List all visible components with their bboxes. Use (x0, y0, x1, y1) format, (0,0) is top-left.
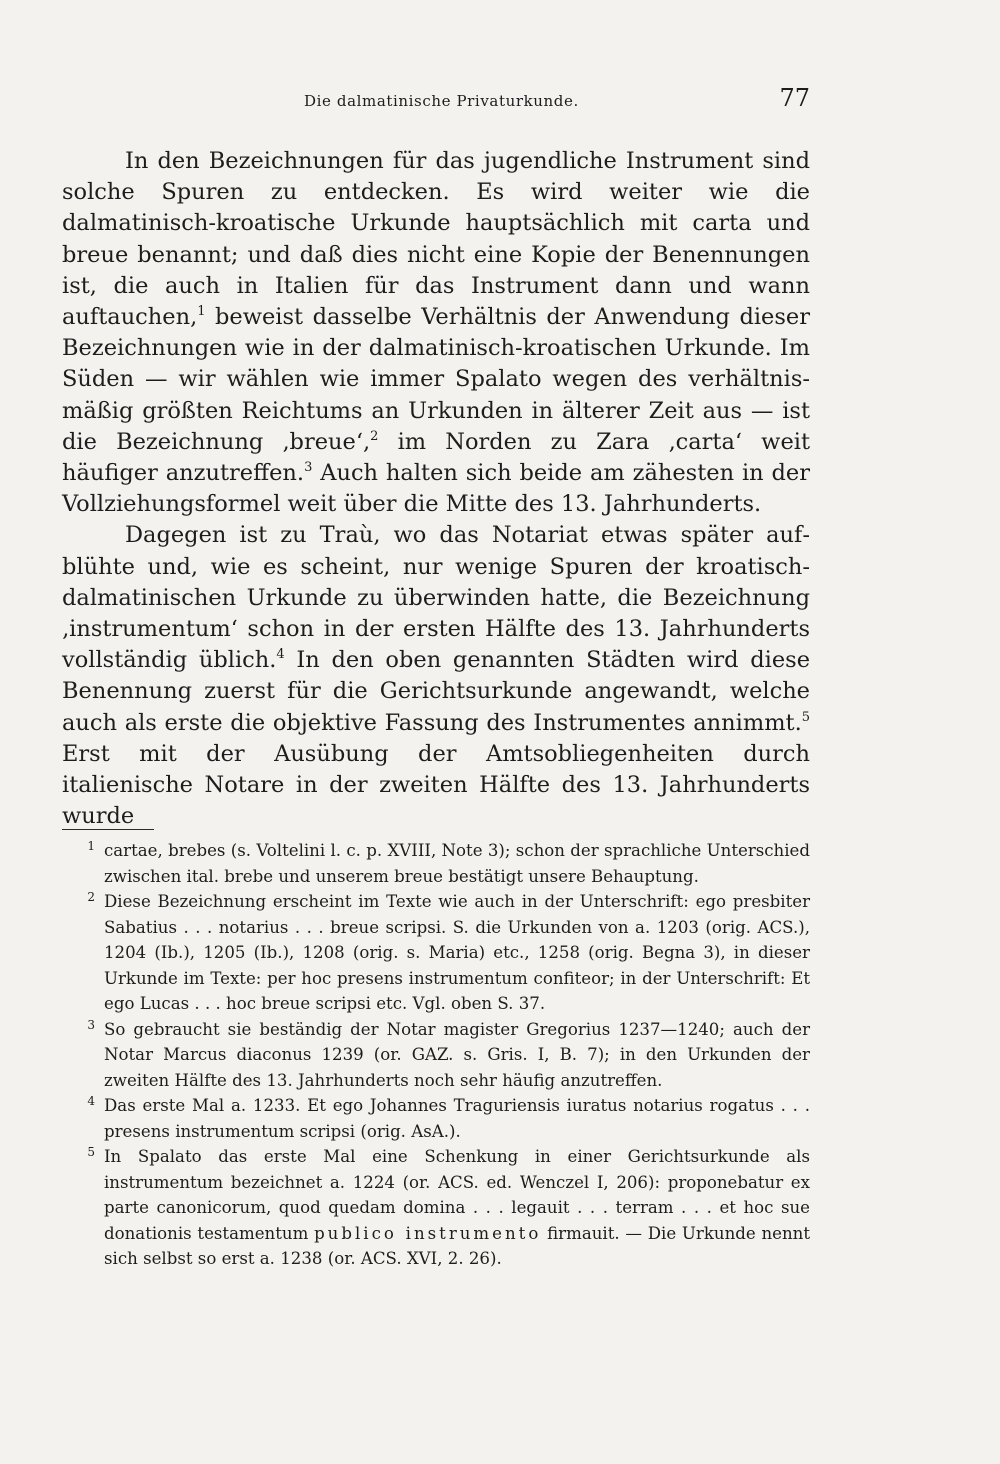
footnote-ref: 1 (197, 304, 206, 320)
page-number: 77 (779, 84, 810, 112)
paragraph (62, 146, 810, 520)
footnote-number: 1 (87, 839, 95, 853)
text-run: In den Bezeichnungen für das jugendliche Instrument sind solche Spuren zu entdecken. Es wird weiter wie die dalmatinisch-kroatische Urkunde hauptsächlich mit carta und breue benannt; und daß dies nicht eine Kopie der Benennungen ist, die auch in Italien für das Instrument dann und wann auftauchen, (62, 148, 810, 331)
footnote-ref: 2 (370, 428, 379, 444)
footnote (62, 1093, 810, 1144)
page-header (62, 84, 810, 120)
spaced-text-run: publico instrumento (314, 1223, 542, 1243)
running-title: Die dalmatinische Privaturkunde. (304, 92, 579, 110)
footnote-number: 3 (87, 1017, 95, 1032)
footnote-number: 5 (87, 1145, 95, 1159)
footnote-number: 4 (87, 1094, 95, 1108)
footnote-number: 2 (87, 890, 95, 904)
footnote (62, 1017, 810, 1094)
footnote-text: cartae, brebes (s. Voltelini l. c. p. XVIII, Note 3); schon der sprachliche Unterschied zwischen ital. brebe und unserem breue bestätigt unsere Behauptung. (104, 841, 810, 886)
footnote-text: Das erste Mal a. 1233. Et ego Johannes Traguriensis iuratus notarius rogatus . . . presens instrumentum scripsi (orig. AsA.). (104, 1096, 810, 1141)
footnote-ref: 5 (801, 709, 810, 725)
main-text (62, 146, 810, 832)
footnote-text (104, 1144, 810, 1272)
footnote-ref: 4 (276, 647, 285, 663)
footnote (62, 838, 810, 889)
footnote (62, 1144, 810, 1272)
paragraph (62, 520, 810, 832)
text-run: im Norden zu Zara ‚carta‘ weit häufiger anzutreffen. (62, 428, 810, 487)
footnote-divider (62, 829, 154, 830)
footnote (62, 889, 810, 1017)
text-run: firmauit. — Die Urkunde nennt sich selbst so erst a. 1238 (or. ACS. XVI, 2. 26). (104, 1223, 810, 1268)
text-run: Auch halten sich beide am zähesten in der Vollziehungsformel weit über die Mitte des 13. Jahrhunderts. (62, 460, 810, 518)
text-run: In den oben genannten Städten wird diese Benennung zuerst für die Gerichtsurkunde angewandt, welche auch als erste die objektive Fassung des Instrumentes annimmt. (62, 647, 811, 736)
text-run: Dagegen ist zu Traù, wo das Notariat etwas später aufblühte und, wie es scheint, nur wenige Spuren der kroatisch-dalmatinischen Urkunde zu überwinden hatte, die Bezeichnung ‚instrumentum‘ schon in der ersten Hälfte des 13. Jahrhunderts vollständig üblich. (62, 522, 810, 674)
footnote-text: So gebraucht sie beständig der Notar magister Gregorius 1237—1240; auch der Notar Marcus diaconus 1239 (or. GAZ. s. Gris. I, B. 7); in den Urkunden der zweiten Hälfte des 13. Jahrhunderts noch sehr häufig anzutreffen. (104, 1019, 810, 1090)
text-run: beweist dasselbe Verhältnis der Anwendung dieser Bezeichnungen wie in der dalmatinisch-kroatischen Urkunde. Im Süden — wir wählen wie immer Spalato wegen des verhältnismäßig größten Reichtums an Urkunden in älterer Zeit aus — ist die Bezeichnung ‚breue‘, (62, 304, 810, 455)
footnotes (62, 838, 810, 1272)
text-run: In Spalato das erste Mal eine Schenkung in einer Gerichtsurkunde als instrumentum bezeichnet a. 1224 (or. ACS. ed. Wenczel I, 206): proponebatur ex parte canonicorum, quod quedam domina . . . legauit . . . terram . . . et hoc sue donationis testamentum (104, 1147, 810, 1243)
footnote-ref: 3 (304, 460, 313, 476)
text-run: Erst mit der Ausübung der Amtsobliegenheiten durch italienische Notare in der zweiten Hälfte des 13. Jahrhunderts wurde (62, 740, 810, 830)
footnote-text: Diese Bezeichnung erscheint im Texte wie auch in der Unterschrift: ego presbiter Sabatius . . . notarius . . . breue scripsi. S. die Urkunden von a. 1203 (orig. ACS.), 1204 (Ib.), 1205 (Ib.), 1208 (orig. s. Maria) etc., 1258 (orig. Begna 3), in dieser Urkunde im Texte: per hoc presens instrumentum confiteor; in der Unterschrift: Et ego Lucas . . . hoc breue scripsi etc. Vgl. oben S. 37. (104, 892, 810, 1013)
